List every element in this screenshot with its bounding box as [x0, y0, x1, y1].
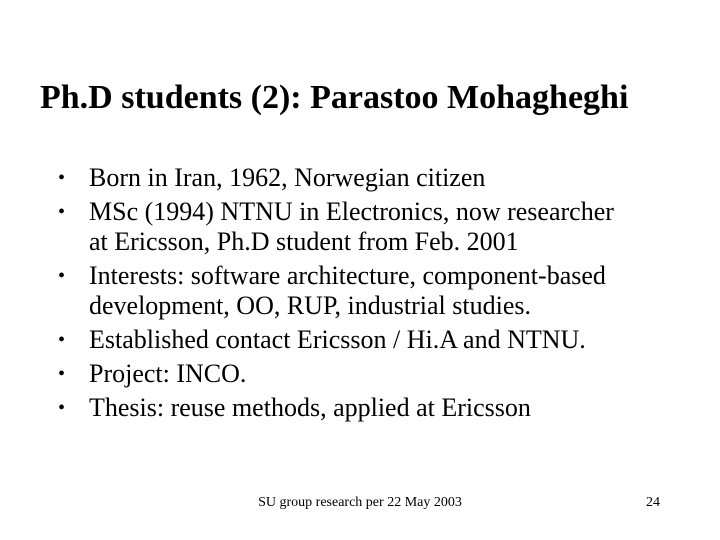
bullet-text: Established contact Ericsson / Hi.A and NTNU. [89, 325, 586, 354]
slide-footer: SU group research per 22 May 2003 [258, 495, 462, 510]
page-number: 24 [646, 495, 660, 510]
bullet-item [58, 359, 698, 389]
bullet-text: Project: INCO. [89, 359, 247, 388]
bullet-item [58, 197, 698, 257]
bullet-item [58, 163, 698, 193]
bullet-dot-icon: • [58, 329, 66, 351]
bullet-text: Interests: software architecture, component-based [89, 261, 606, 290]
bullet-text: Thesis: reuse methods, applied at Ericsson [89, 393, 531, 422]
bullet-item [58, 393, 698, 423]
bullet-text-continuation: at Ericsson, Ph.D student from Feb. 2001 [89, 227, 519, 256]
bullet-text: MSc (1994) NTNU in Electronics, now researcher [89, 197, 614, 226]
bullet-dot-icon: • [58, 363, 66, 385]
bullet-dot-icon: • [58, 265, 66, 287]
bullet-text: Born in Iran, 1962, Norwegian citizen [89, 163, 486, 192]
bullet-item [58, 325, 698, 355]
bullet-text-continuation: development, OO, RUP, industrial studies. [89, 291, 531, 320]
bullet-item [58, 261, 698, 321]
bullet-dot-icon: • [58, 167, 66, 189]
bullet-dot-icon: • [58, 201, 66, 223]
bullet-list [58, 163, 698, 427]
slide-title: Ph.D students (2): Parastoo Mohagheghi [40, 79, 629, 116]
bullet-dot-icon: • [58, 397, 66, 419]
